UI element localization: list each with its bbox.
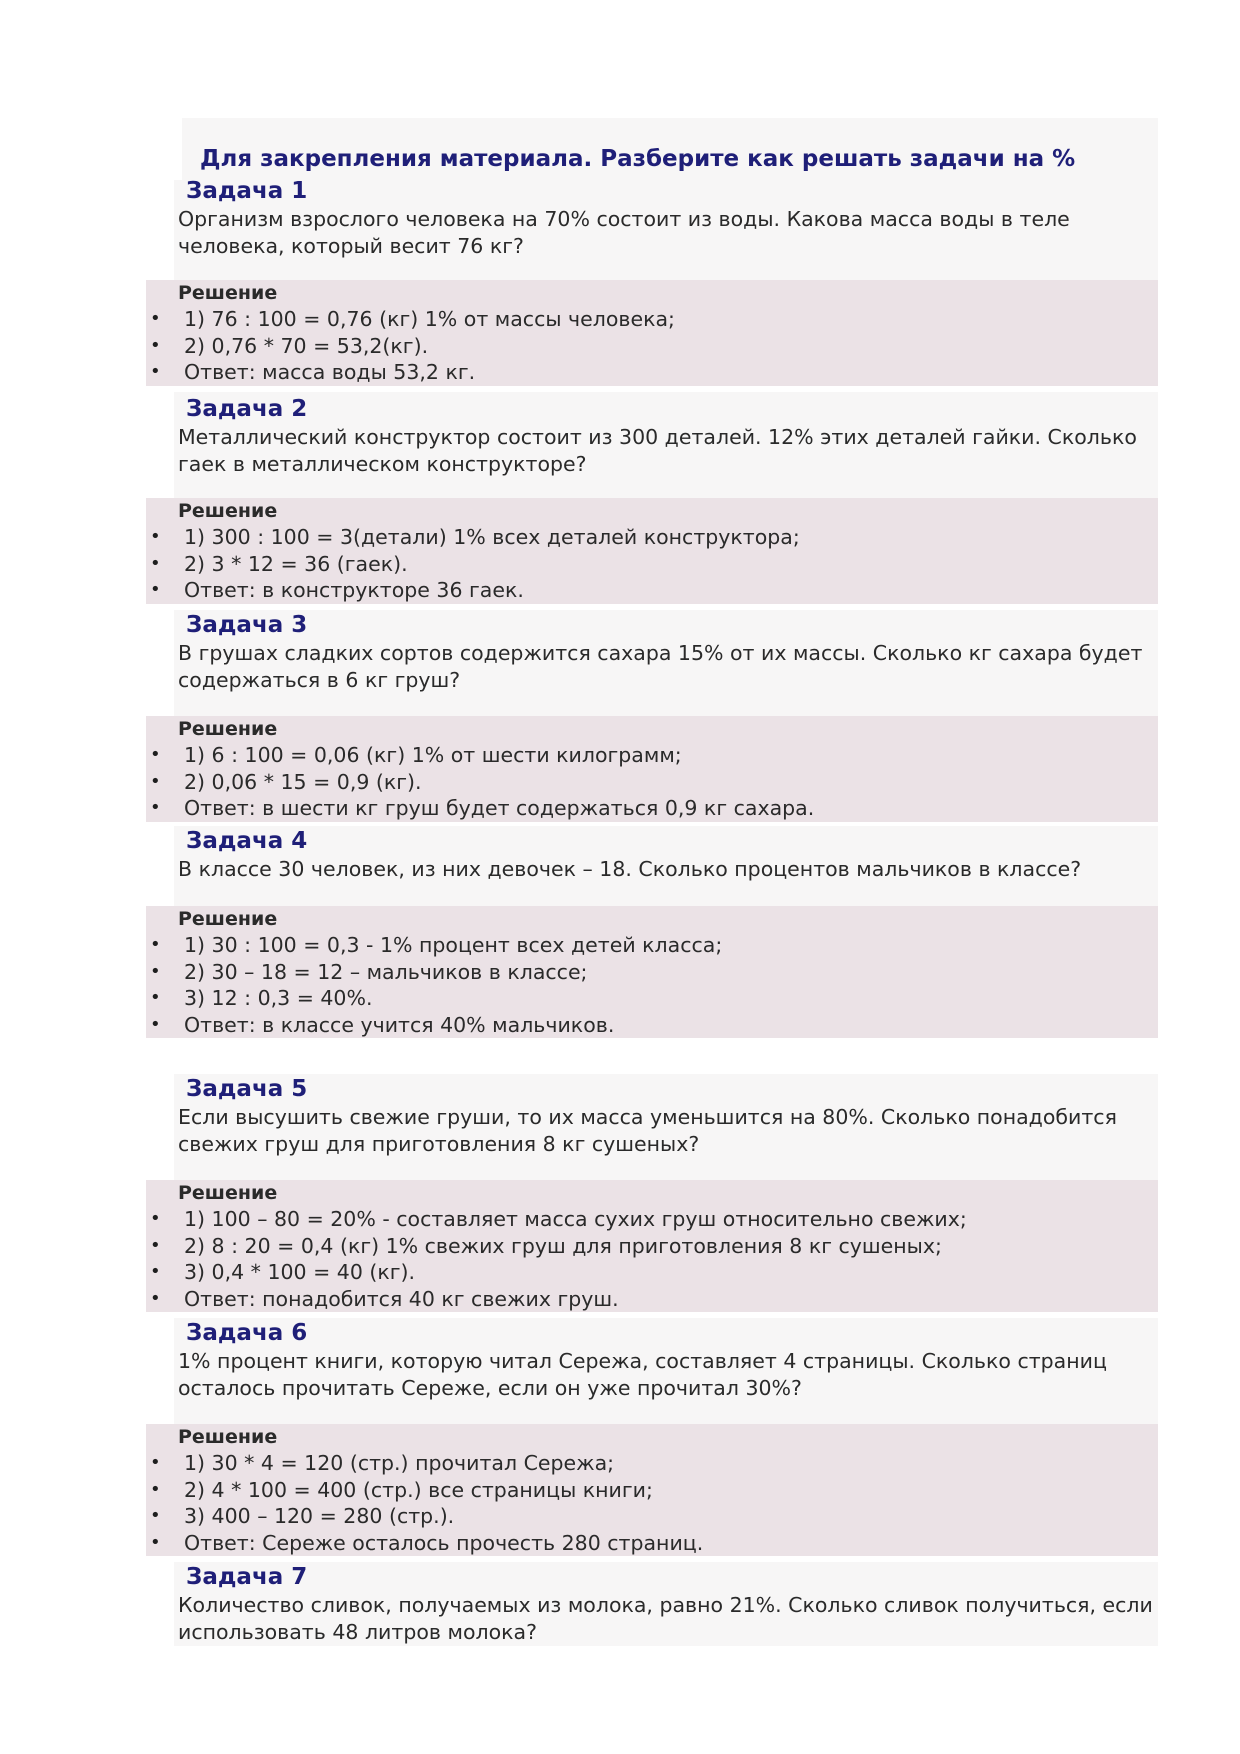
solution-step [146, 1233, 1158, 1260]
task-text: Организм взрослого человека на 70% состоит из воды. Какова масса воды в теле человека, который весит 76 кг? [178, 207, 1070, 258]
task-title: Задача 4 [186, 828, 308, 854]
task-condition-4 [174, 826, 1158, 906]
solution-step-text: 3) 12 : 0,3 = 40%. [184, 986, 373, 1010]
bullet-icon: • [150, 960, 161, 982]
solution-step-text: 2) 30 – 18 = 12 – мальчиков в классе; [184, 959, 588, 984]
task-condition-7 [174, 1562, 1158, 1646]
solution-step-text: 2) 3 * 12 = 36 (гаек). [184, 551, 408, 576]
task-text: Количество сливок, получаемых из молока, равно 21%. Сколько сливок получиться, если использовать 48 литров молока? [178, 1593, 1153, 1644]
bullet-icon: • [150, 1287, 161, 1309]
solution-step [146, 359, 1158, 386]
solution-step [146, 577, 1158, 604]
solution-step [146, 742, 1158, 769]
solution-step-text: 2) 0,06 * 15 = 0,9 (кг). [184, 769, 422, 794]
bullet-icon: • [150, 1505, 161, 1526]
solution-step-text: 3) 0,4 * 100 = 40 (кг). [184, 1260, 416, 1284]
task-text: В грушах сладких сортов содержится сахара 15% от их массы. Сколько кг сахара будет содержаться в 6 кг груш? [178, 641, 1143, 692]
solution-step-text: 3) 400 – 120 = 280 (стр.). [184, 1504, 455, 1528]
solution-block-4 [146, 906, 1158, 1038]
solution-step [146, 1012, 1158, 1039]
task-text: 1% процент книги, которую читал Сережа, составляет 4 страницы. Сколько страниц осталось прочитать Сереже, если он уже прочитал 30%? [178, 1349, 1107, 1400]
solution-step-text: Ответ: в конструкторе 36 гаек. [184, 578, 524, 602]
solution-step-text: Ответ: масса воды 53,2 кг. [184, 360, 476, 384]
task-title: Задача 2 [186, 396, 308, 422]
solution-step-text: 2) 4 * 100 = 400 (стр.) все страницы книги; [184, 1477, 653, 1502]
solution-step [146, 306, 1158, 333]
solution-step [146, 333, 1158, 360]
solution-step [146, 1477, 1158, 1504]
solution-heading: Решение [178, 718, 278, 740]
task-condition-1 [174, 180, 1158, 280]
solution-step [146, 985, 1158, 1012]
solution-block-2 [146, 498, 1158, 604]
solution-heading: Решение [178, 282, 278, 304]
bullet-icon: • [150, 934, 161, 955]
solution-step-text: 1) 300 : 100 = 3(детали) 1% всех деталей конструктора; [184, 525, 800, 549]
solution-step [146, 959, 1158, 986]
bullet-icon: • [150, 334, 161, 356]
task-condition-2 [174, 392, 1158, 498]
bullet-icon: • [150, 361, 161, 382]
task-text: Металлический конструктор состоит из 300 деталей. 12% этих деталей гайки. Сколько гаек в металлическом конструкторе? [178, 425, 1137, 476]
task-title: Задача 6 [186, 1320, 308, 1346]
bullet-icon: • [150, 797, 161, 818]
solution-step-text: Ответ: Сереже осталось прочесть 280 страниц. [184, 1530, 704, 1555]
task-text: В классе 30 человек, из них девочек – 18. Сколько процентов мальчиков в классе? [178, 857, 1082, 881]
solution-heading: Решение [178, 908, 278, 930]
solution-step [146, 795, 1158, 822]
solution-step-text: 2) 0,76 * 70 = 53,2(кг). [184, 333, 429, 358]
task-title: Задача 7 [186, 1564, 308, 1590]
bullet-icon: • [150, 1234, 161, 1256]
solution-step [146, 524, 1158, 551]
bullet-icon: • [150, 1208, 161, 1229]
solution-step-text: Ответ: понадобится 40 кг свежих груш. [184, 1286, 619, 1311]
solution-step [146, 1530, 1158, 1557]
task-title: Задача 5 [186, 1076, 308, 1102]
task-condition-6 [174, 1318, 1158, 1424]
solution-step [146, 551, 1158, 578]
bullet-icon: • [150, 526, 161, 547]
bullet-icon: • [150, 308, 161, 329]
bullet-icon: • [150, 1452, 161, 1473]
solution-block-5 [146, 1180, 1158, 1312]
solution-heading: Решение [178, 500, 278, 522]
bullet-icon: • [150, 579, 161, 600]
task-condition-5 [174, 1074, 1158, 1180]
solution-step-text: 1) 100 – 80 = 20% - составляет масса сухих груш относительно свежих; [184, 1207, 967, 1231]
solution-step [146, 1503, 1158, 1530]
bullet-icon: • [150, 1531, 161, 1553]
solution-block-1 [146, 280, 1158, 386]
solution-heading: Решение [178, 1426, 278, 1448]
task-title: Задача 1 [186, 178, 308, 204]
solution-step-text: 1) 30 : 100 = 0,3 - 1% процент всех детей класса; [184, 933, 723, 957]
task-title: Задача 3 [186, 612, 308, 638]
bullet-icon: • [150, 770, 161, 792]
bullet-icon: • [150, 1013, 161, 1035]
solution-heading: Решение [178, 1182, 278, 1204]
solution-block-3 [146, 716, 1158, 822]
task-condition-3 [174, 610, 1158, 716]
bullet-icon: • [150, 744, 161, 765]
page-title: Для закрепления материала. Разберите как решать задачи на % [200, 146, 1076, 172]
solution-block-6 [146, 1424, 1158, 1556]
task-text: Если высушить свежие груши, то их масса уменьшится на 80%. Сколько понадобится свежих груш для приготовления 8 кг сушеных? [178, 1105, 1117, 1156]
solution-step [146, 932, 1158, 959]
solution-step-text: 2) 8 : 20 = 0,4 (кг) 1% свежих груш для приготовления 8 кг сушеных; [184, 1233, 942, 1258]
bullet-icon: • [150, 1478, 161, 1500]
bullet-icon: • [150, 552, 161, 574]
bullet-icon: • [150, 987, 161, 1008]
solution-step-text: Ответ: в классе учится 40% мальчиков. [184, 1012, 615, 1037]
solution-step [146, 1450, 1158, 1477]
solution-step [146, 1206, 1158, 1233]
solution-step-text: 1) 76 : 100 = 0,76 (кг) 1% от массы человека; [184, 307, 675, 331]
solution-step-text: 1) 30 * 4 = 120 (стр.) прочитал Сережа; [184, 1451, 615, 1475]
solution-step [146, 1286, 1158, 1313]
bullet-icon: • [150, 1261, 161, 1282]
solution-step [146, 769, 1158, 796]
solution-step [146, 1259, 1158, 1286]
solution-step-text: 1) 6 : 100 = 0,06 (кг) 1% от шести килограмм; [184, 743, 682, 767]
solution-step-text: Ответ: в шести кг груш будет содержаться 0,9 кг сахара. [184, 796, 815, 820]
